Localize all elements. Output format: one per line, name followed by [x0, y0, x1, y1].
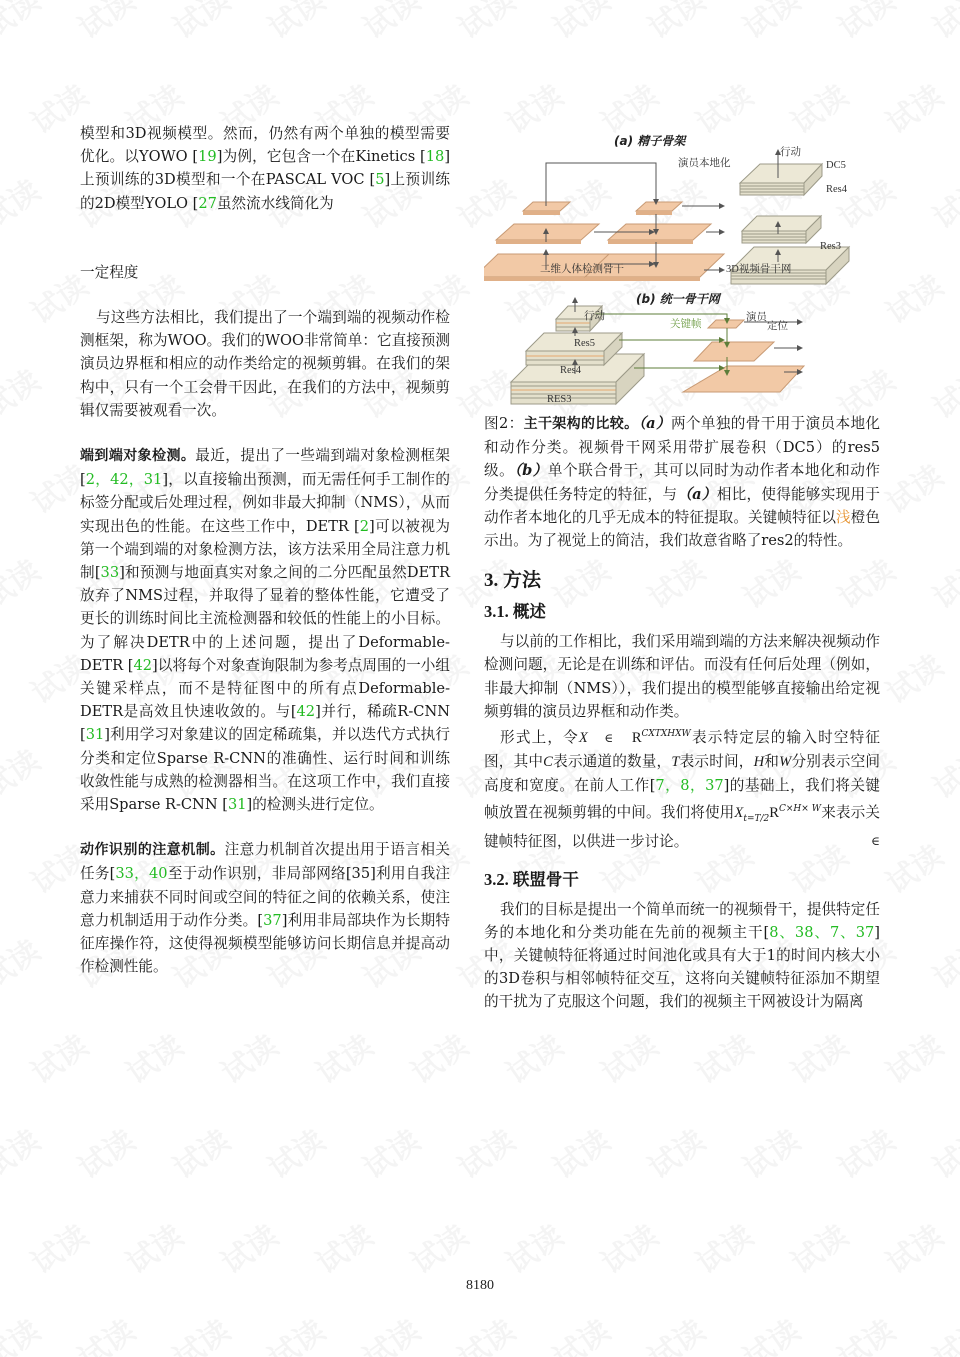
label-actor-localization: 演员本地化: [678, 158, 731, 169]
label-res5-b: Res5: [574, 338, 595, 349]
figure-caption: 图2：主干架构的比较。（a）两个单独的骨干用于演员本地化和动作分类。视频骨干网采用带扩展卷积（DC5）的res5级。（b）单个联合骨干，其可以同时为动作者本地化和动作分类提供任务特定的特征，与（a）相比，使得能够实现用于动作者本地化的几乎无成本的特征提取。关键帧特征以浅橙色示出。为了视觉上的简洁，我们故意省略了res2的特性。: [484, 415, 880, 550]
figure-2: [484, 122, 880, 412]
label-res3-b: RES3: [547, 394, 572, 405]
subsection-heading-joint-backbone: 3.2. 联盟骨干: [484, 869, 579, 889]
page-number: 8180: [466, 1278, 494, 1293]
paragraph-fragment: 一定程度: [80, 263, 139, 281]
label-action-b: 行动: [584, 311, 605, 322]
caption-bold: 主干架构的比较。: [523, 416, 639, 432]
label-2d-backbone: 二维人体检测骨干: [540, 264, 624, 275]
paragraph-joint-backbone: 我们的目标是提出一个简单而统一的视频骨干，提供特定任务的本地化和分类功能在先前的视频主干[8、38、7、37]中，关键帧特征将通过时间池化或具有大于1的时间内核大小的3D卷积与相邻帧特征交互，这将向关键帧特征添加不期望的干扰为了克服这个问题，我们的视频主干网被设计为隔离: [484, 900, 880, 1011]
citation-link[interactable]: 42: [133, 656, 153, 674]
paragraph-overview: 与以前的工作相比，我们采用端到端的方法来解决视频动作检测问题，无论是在训练和评估。而没有任何后处理（例如，非最大抑制（NMS）），我们提出的模型能够直接输出给定视频剪辑的演员边界框和动作类。: [484, 633, 880, 720]
left-column: [80, 122, 450, 979]
label-actor: 演员: [746, 312, 767, 323]
orange-highlight: 浅: [836, 508, 851, 526]
figure-a-title: (a) 精子骨架: [614, 134, 686, 148]
citation-link[interactable]: 19: [198, 148, 217, 166]
label-res4: Res4: [826, 184, 847, 195]
section-heading-method: 3. 方法: [484, 570, 542, 592]
paragraph-formalism: 形式上，令X ∈ $R^{CXTXHXW}$表示特定层的输入时空特征图，其中C表示通道的数量，T表示时间，H和W分别表示空间高度和宽度。在前人工作[7，8，37]的基础上，我们将关键帧放置在视频剪辑的中间。我们将使用$X_{t=T/2}R^{C\times H\times W}$来表示关键帧特征图，以供进一步讨论。 ∈: [484, 728, 880, 851]
paragraph-woo-intro: 与这些方法相比，我们提出了一个端到端的视频动作检测框架，称为WOO。我们的WOO非常简单：它直接预测演员边界框和相应的动作类给定的视频剪辑。在我们的架构中，只有一个工会骨干因此，在我们的方法中，视频剪辑仅需要被观看一次。: [80, 309, 450, 419]
figure-b-title: (b) 统一骨干网: [636, 292, 720, 306]
paragraph-lead: 端到端对象检测。: [80, 448, 196, 465]
label-dc5: DC5: [826, 160, 846, 171]
label-localization: 定位: [767, 321, 788, 332]
citation-link[interactable]: 5: [375, 171, 385, 189]
citation-link[interactable]: 7，8，37: [655, 777, 724, 795]
citation-link[interactable]: 42: [296, 703, 316, 721]
citation-link[interactable]: 33，40: [115, 865, 168, 883]
label-res4-b: Res4: [560, 365, 581, 376]
citation-link[interactable]: 37: [263, 911, 282, 929]
paragraph-attention-mechanism: 动作识别的注意机制。注意力机制首次提出用于语言相关任务[33，40至于动作识别，非局部网络[35]利用自我注意力来捕获不同时间或空间的特征之间的依赖关系，使注意力机制适用于动作分类。[37]利用非局部块作为长期特征库操作符，这使得视频模型能够访问长期信息并提高动作检测性能。: [80, 841, 450, 976]
label-action: 行动: [780, 147, 801, 158]
citation-link[interactable]: 8、38、7、37: [769, 923, 875, 941]
paragraph-lead: 动作识别的注意机制。: [80, 842, 225, 859]
citation-link[interactable]: 18: [425, 148, 445, 166]
label-keyframe: 关键帧: [670, 319, 702, 330]
caption-label: 图2：: [484, 415, 524, 432]
label-res3: Res3: [820, 241, 841, 252]
citation-link[interactable]: 31: [227, 796, 247, 814]
paragraph-end-to-end-detection: 端到端对象检测。最近，提出了一些端到端对象检测框架[2，42，31]，以直接输出预测，而无需任何手工制作的标签分配或后处理过程，例如非最大抑制（NMS），从而实现出色的性能。在这些工作中，DETR [2]可以被视为第一个端到端的对象检测方法，该方法采用全局注意力机制[33]和预测与地面真实对象之间的二分匹配虽然DETR放弃了NMS过程，并取得了显着的整体性能，它遭受了更长的训练时间比主流检测器和较低的性能上的小目标。为了解决DETR中的上述问题，提出了Deformable-DETR [42]以将每个对象查询限制为参考点周围的一小组关键采样点，而不是特征图中的所有点Deformable-DETR是高效且快速收敛的。与[42]并行，稀疏R-CNN [31]利用学习对象建议的固定稀疏集，并以迭代方式执行分类和定位Sparse R-CNN的准确性、运行时间和训练收敛性能与成熟的检测器相当。在这项工作中，我们直接采用Sparse R-CNN [31]的检测头进行定位。: [80, 447, 450, 814]
label-3d-backbone: 3D视频骨干网: [726, 264, 792, 275]
paragraph-yowo: 模型和3D视频模型。然而，仍然有两个单独的模型需要优化。以YOWO [19]为例，它包含一个在Kinetics [18]上预训练的3D模型和一个在PASCAL VOC [5]上预训练的2D模型YOLO [27虽然流水线简化为: [80, 125, 451, 212]
citation-link[interactable]: 33: [100, 564, 120, 582]
subsection-heading-overview: 3.1. 概述: [484, 602, 546, 622]
citation-link[interactable]: 31: [85, 726, 105, 744]
right-column: [484, 122, 880, 1014]
citation-link[interactable]: 2，42，31: [85, 471, 163, 489]
citation-link[interactable]: 27: [198, 194, 217, 212]
citation-link[interactable]: 2: [359, 517, 370, 535]
